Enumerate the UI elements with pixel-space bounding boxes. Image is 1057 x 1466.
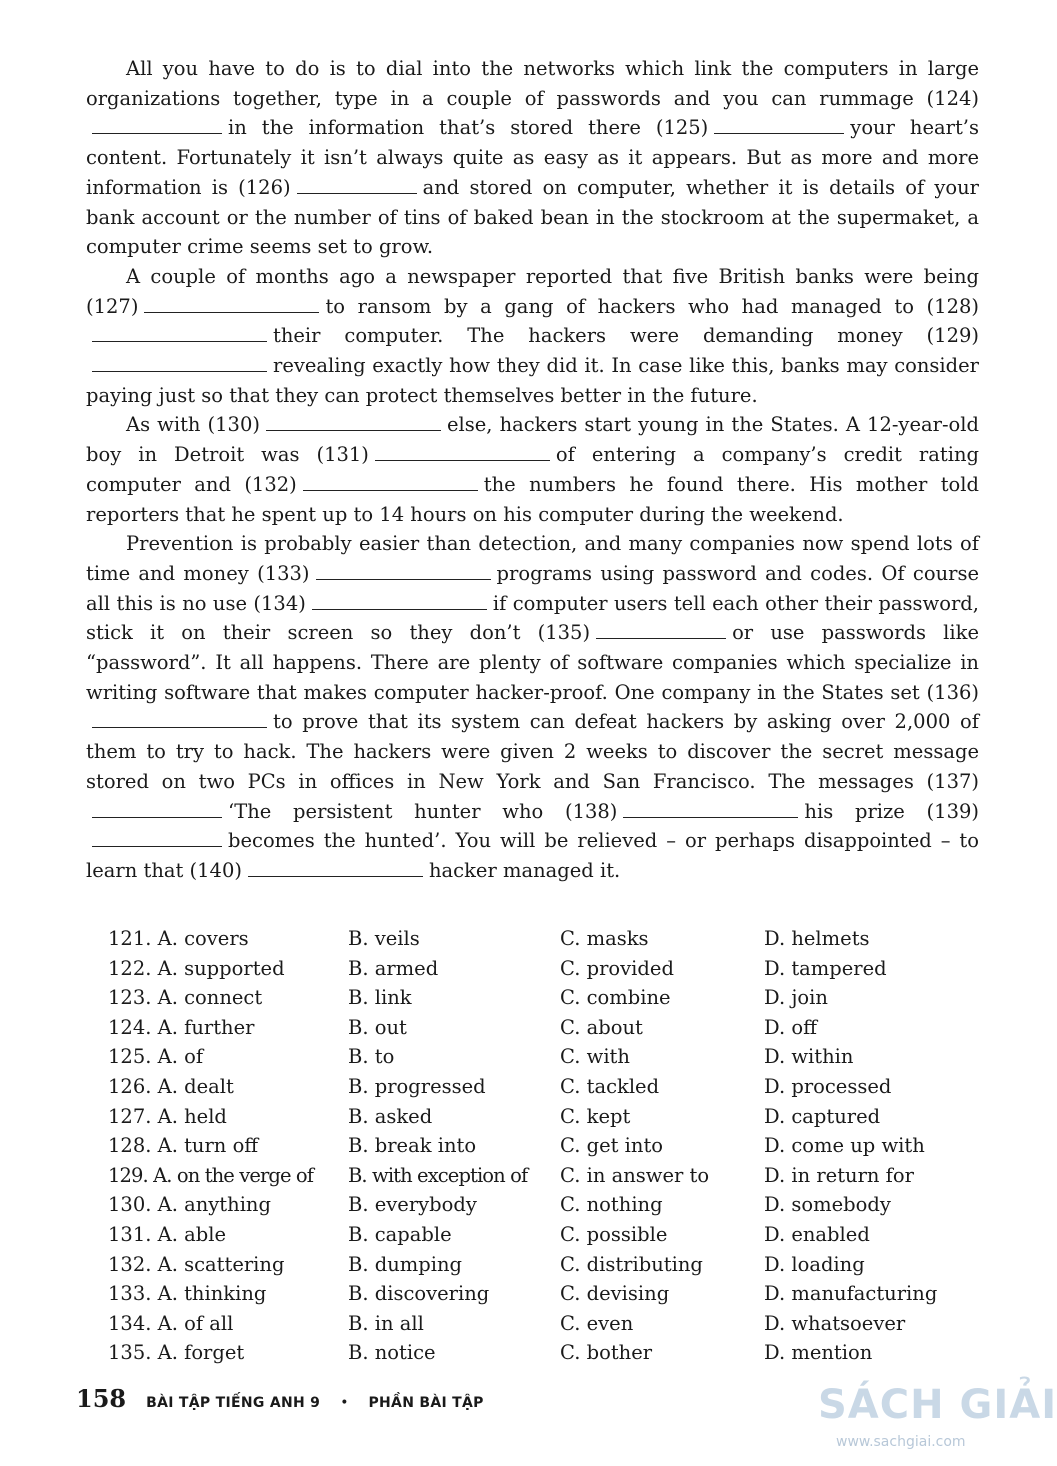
paragraph-4 [86,529,979,885]
option-row-124 [108,1013,988,1043]
option-d: D. come up with [764,1134,925,1158]
passage-text: in the information that’s stored there (125) [228,116,709,140]
option-b: B. progressed [348,1074,486,1098]
passage-text: programs using password and codes. Of course all this is no use (134) [86,561,979,615]
paragraph-2 [86,262,979,411]
option-c: C. possible [560,1222,668,1246]
option-d: D. tampered [764,956,887,980]
option-a: 123. A. connect [108,986,263,1010]
option-d: D. loading [764,1252,865,1276]
blank-139 [92,829,222,847]
option-c: C. devising [560,1282,670,1306]
option-b: B. dumping [348,1252,463,1276]
option-b: B. discovering [348,1282,490,1306]
passage-text: if computer users tell each other their password, stick it on their screen so they don’t (135) [86,591,979,645]
option-c: C. with [560,1045,630,1069]
option-b: B. veils [348,927,420,950]
option-row-123 [108,983,988,1013]
option-d: D. mention [764,1341,873,1365]
passage-text: hacker managed it. [428,858,621,882]
bullet-icon: • [340,1395,349,1411]
option-row-135 [108,1338,988,1368]
blank-137 [92,800,222,818]
option-row-128 [108,1131,988,1161]
option-row-134 [108,1309,988,1339]
option-d: D. processed [764,1074,892,1098]
page-footer [76,1384,484,1420]
watermark-url: www.sachgiai.com [836,1434,966,1450]
option-a: 129. A. on the verge of [108,1163,314,1187]
option-d: D. join [764,986,828,1010]
passage-text: ‘The persistent hunter who (138) [228,799,618,823]
blank-128 [92,324,267,342]
paragraph-3 [86,410,979,529]
passage-text: the numbers he found there. His mother told reporters that he spent up to 14 hours on his computer during the weekend. [86,472,980,526]
blank-134 [312,592,487,610]
option-b: B. break into [348,1134,477,1158]
passage-text: your heart’s content. Fortunately it isn’t always quite as easy as it appears. But as more and more information is (126) [86,116,979,199]
option-row-132 [108,1250,988,1280]
option-c: C. distributing [560,1252,703,1276]
option-c: C. bother [560,1341,653,1365]
option-a: 133. A. thinking [108,1282,267,1306]
passage-text: All you have to do is to dial into the networks which link the computers in large organizations together, type in a couple of passwords and you can rummage (124) [86,57,979,110]
blank-133 [316,562,491,580]
option-row-129 [108,1161,988,1191]
option-a: 130. A. anything [108,1193,271,1217]
option-a: 124. A. further [108,1015,255,1039]
section-title: PHẦN BÀI TẬP [368,1395,484,1411]
option-b: B. with exception of [348,1163,528,1187]
option-a: 131. A. able [108,1222,226,1246]
option-b: B. out [348,1015,407,1039]
option-c: C. tackled [560,1074,660,1098]
passage-text: As with (130) [126,413,260,437]
option-a: 126. A. dealt [108,1074,234,1098]
option-a: 134. A. of all [108,1311,234,1335]
passage-text: and stored on computer, whether it is details of your bank account or the number of tins of baked bean in the stockroom at the supermaket, a computer crime seems set to grow. [86,175,979,259]
option-d: D. whatsoever [764,1311,906,1335]
option-c: C. about [560,1015,643,1039]
option-c: C. nothing [560,1193,663,1217]
option-row-121 [108,924,988,954]
paragraph-1 [86,54,979,262]
option-b: B. in all [348,1311,424,1335]
passage-text: revealing exactly how they did it. In case like this, banks may consider paying just so that they can protect themselves better in the future. [86,354,979,407]
page-number: 158 [76,1384,127,1413]
blank-125 [714,116,844,134]
option-d: D. captured [764,1104,881,1128]
option-a: 127. A. held [108,1104,227,1128]
reading-passage [86,54,979,886]
passage-text: Prevention is probably easier than detection, and many companies now spend lots of time and money (133) [86,532,979,585]
passage-text: becomes the hunted’. You will be relieved – or perhaps disappointed – to learn that (140) [86,829,979,882]
option-a: 125. A. of [108,1045,204,1069]
passage-text: his prize (139) [804,799,979,823]
blank-131 [375,443,550,461]
option-row-131 [108,1220,988,1250]
option-d: D. enabled [764,1222,870,1246]
blank-140 [248,859,423,877]
option-a: 132. A. scattering [108,1252,285,1276]
option-row-126 [108,1072,988,1102]
option-row-127 [108,1102,988,1132]
option-d: D. in return for [764,1163,914,1187]
option-row-133 [108,1279,988,1309]
option-c: C. even [560,1311,634,1335]
option-b: B. link [348,986,412,1010]
option-d: D. somebody [764,1193,891,1217]
option-d: D. helmets [764,927,870,950]
option-a: 128. A. turn off [108,1134,259,1158]
option-b: B. capable [348,1222,452,1246]
option-c: C. in answer to [560,1163,710,1187]
option-row-130 [108,1190,988,1220]
blank-135 [596,621,726,639]
option-c: C. kept [560,1104,631,1128]
blank-130 [266,413,441,431]
blank-127 [144,295,319,313]
book-title: BÀI TẬP TIẾNG ANH 9 [146,1395,321,1411]
answer-options [108,924,988,1368]
option-b: B. to [348,1045,395,1069]
option-b: B. armed [348,956,439,980]
blank-132 [303,473,478,491]
option-c: C. get into [560,1134,664,1158]
option-c: C. provided [560,956,674,980]
passage-text: to ransom by a gang of hackers who had managed to (128) [325,294,979,318]
passage-text: else, hackers start young in the States. A 12-year-old boy in Detroit was (131) [86,413,979,467]
option-c: C. masks [560,927,649,950]
option-d: D. off [764,1015,817,1039]
option-a: 135. A. forget [108,1341,245,1365]
blank-136 [92,710,267,728]
option-b: B. notice [348,1341,436,1365]
option-d: D. within [764,1045,854,1069]
blank-129 [92,354,267,372]
option-row-122 [108,954,988,984]
option-a: 122. A. supported [108,956,285,980]
passage-text: their computer. The hackers were demanding money (129) [273,324,979,348]
passage-text: of entering a company’s credit rating computer and (132) [86,443,979,496]
passage-text: or use passwords like “password”. It all happens. There are plenty of software companies which specialize in writing software that makes computer hacker-proof. One company in the States set (136) [86,621,979,704]
blank-124 [92,116,222,134]
option-b: B. asked [348,1104,433,1128]
option-d: D. manufacturing [764,1282,938,1306]
option-b: B. everybody [348,1193,477,1217]
blank-138 [623,800,798,818]
blank-126 [297,176,417,194]
option-c: C. combine [560,986,671,1010]
option-row-125 [108,1042,988,1072]
option-a: 121. A. covers [108,927,249,950]
passage-text: A couple of months ago a newspaper reported that five British banks were being (127) [86,264,979,318]
sachgiai-logo: SÁCH GIẢI [818,1382,1057,1428]
passage-text: to prove that its system can defeat hackers by asking over 2,000 of them to try to hack. The hackers were given 2 weeks to discover the secret message stored on two PCs in offices in New York and San Francisco. The messages (137) [86,710,979,793]
